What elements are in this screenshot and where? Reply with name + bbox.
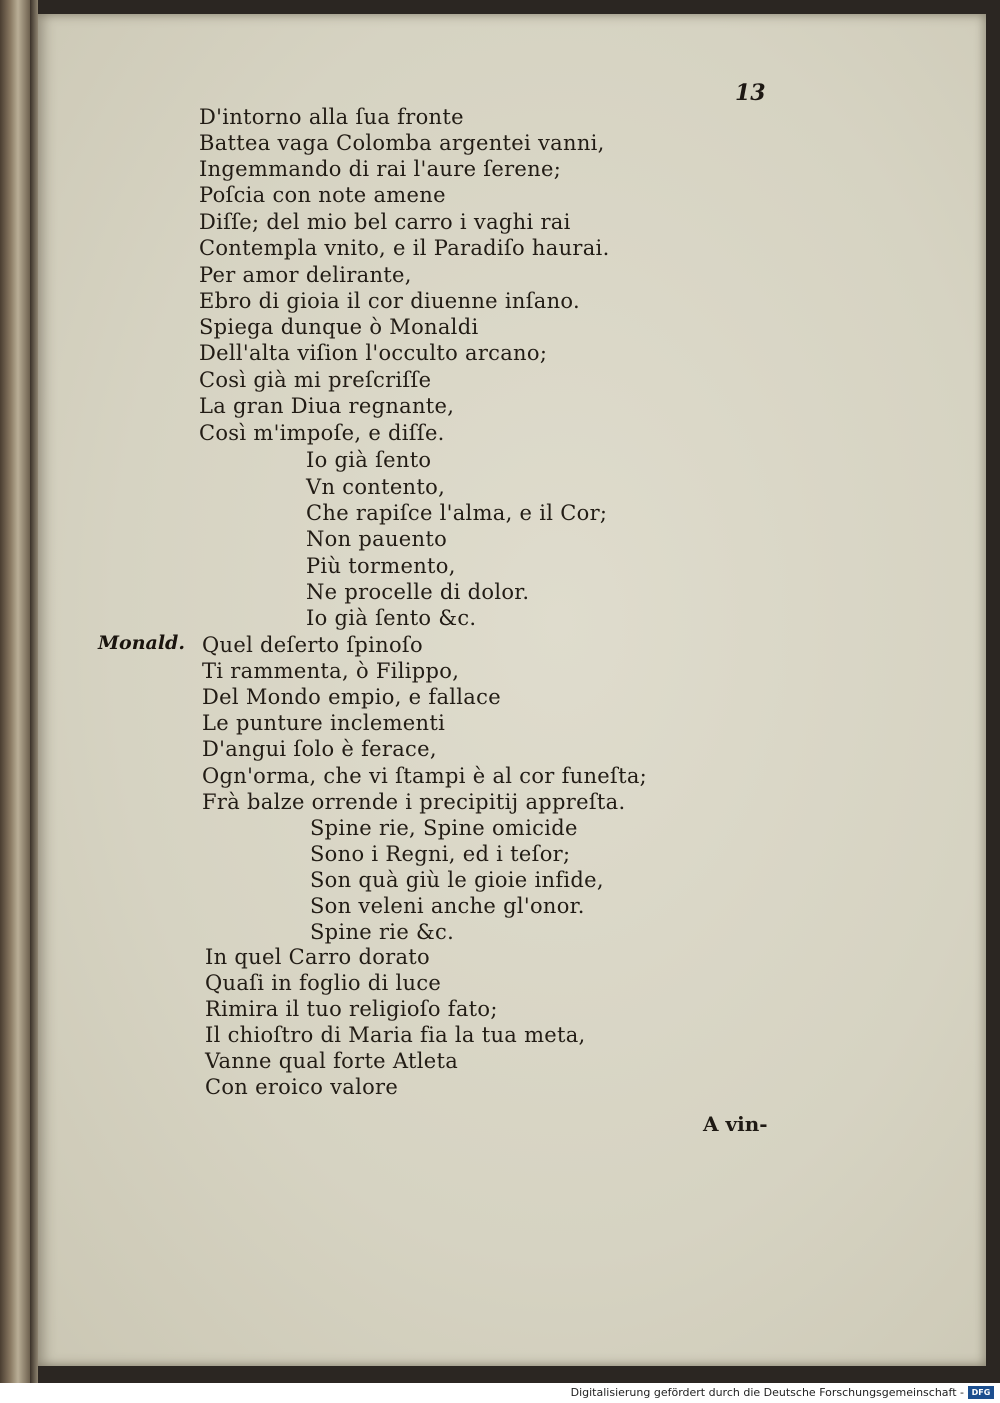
aria-line: Non pauento [306, 527, 448, 551]
text-line: Rimira il tuo religioſo fato; [205, 997, 498, 1021]
dfg-logo-icon: DFG [968, 1386, 994, 1399]
aria-line: Son quà giù le gioie infide, [310, 868, 604, 892]
page-number: 13 [735, 80, 766, 106]
aria-line: Ne procelle di dolor. [306, 580, 530, 604]
text-line: Frà balze orrende i precipitij appreſta. [202, 790, 626, 814]
text-line: D'angui ſolo è ferace, [202, 737, 437, 761]
aria-line: Io già ſento &c. [306, 606, 477, 630]
aria-line: Più tormento, [306, 554, 456, 578]
digitization-footer [0, 1383, 1000, 1403]
facing-page-edge [0, 0, 30, 1383]
text-line: D'intorno alla ſua fronte [199, 105, 464, 129]
funding-credit: Digitalisierung gefördert durch die Deutsche Forschungsgemeinschaft - [570, 1386, 964, 1399]
text-line: Con eroico valore [205, 1075, 399, 1099]
text-line: Diſſe; del mio bel carro i vaghi rai [199, 210, 571, 234]
text-line: La gran Diua regnante, [199, 394, 455, 418]
text-line: Vanne qual forte Atleta [205, 1049, 459, 1073]
aria-line: Spine rie, Spine omicide [310, 816, 578, 840]
text-line: Contempla vnito, e il Paradiſo haurai. [199, 236, 610, 260]
text-line: Ingemmando di rai l'aure ſerene; [199, 157, 562, 181]
text-line: Così m'impoſe, e diſſe. [199, 421, 445, 445]
text-line: Quaſi in foglio di luce [205, 971, 442, 995]
text-line: Per amor delirante, [199, 263, 412, 287]
text-line: Le punture inclementi [202, 711, 446, 735]
text-line: Ebro di gioia il cor diuenne inſano. [199, 289, 580, 313]
aria-line: Son veleni anche gl'onor. [310, 894, 585, 918]
text-line: Ti rammenta, ò Filippo, [202, 659, 460, 683]
aria-line: Vn contento, [306, 475, 446, 499]
text-line: Quel deſerto ſpinoſo [202, 633, 423, 657]
aria-line: Che rapiſce l'alma, e il Cor; [306, 501, 608, 525]
aria-line: Sono i Regni, ed i teſor; [310, 842, 571, 866]
aria-line: Spine rie &c. [310, 920, 455, 944]
speaker-label: Monald. [98, 632, 185, 654]
catchword: A vin- [703, 1112, 768, 1136]
text-line: Dell'alta viſion l'occulto arcano; [199, 341, 548, 365]
text-line: Spiega dunque ò Monaldi [199, 315, 479, 339]
aria-line: Io già ſento [306, 448, 432, 472]
text-line: Ogn'orma, che vi ſtampi è al cor funeſta; [202, 764, 648, 788]
text-line: In quel Carro dorato [205, 945, 430, 969]
text-line: Così già mi preſcriſſe [199, 368, 432, 392]
text-line: Del Mondo empio, e fallace [202, 685, 501, 709]
text-line: Il chioſtro di Maria fia la tua meta, [205, 1023, 586, 1047]
text-line: Battea vaga Colomba argentei vanni, [199, 131, 605, 155]
text-line: Poſcia con note amene [199, 183, 446, 207]
book-gutter [30, 0, 38, 1383]
